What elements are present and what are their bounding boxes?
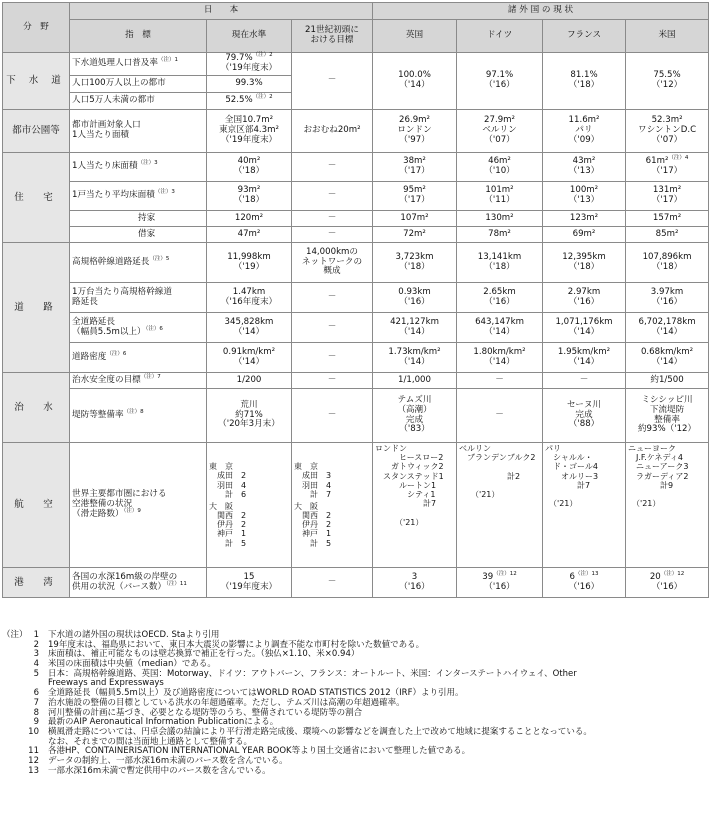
note-ref: （注）6 <box>145 325 163 332</box>
port-target: － <box>292 568 373 598</box>
flood-levee-de: － <box>457 389 543 443</box>
park-fr: 11.6m² パリ （'09） <box>543 110 626 153</box>
aviation-current <box>207 443 292 568</box>
housing-owned-fr: 123m² <box>543 211 626 227</box>
aviation-target-osaka: 大 阪 関西 2 伊丹 2 神戸 1 計 5 <box>294 501 332 548</box>
flood-safety-us: 約1/500 <box>626 373 709 389</box>
roads-per-vehicle-current: 1.47km （'16年度末） <box>207 283 292 313</box>
note-ref: （注）12 <box>493 570 517 577</box>
footnote: 12 データの制約上、一部水深16m未満のバース数を含んでいる。 <box>28 755 288 766</box>
infrastructure-comparison <box>2 2 708 598</box>
header-foreign: 諸 外 国 の 現 状 <box>373 3 709 20</box>
port-label: 各国の水深16m級の岸壁の 供用の状況（バース数）$^{(注)11}$ <box>70 568 207 598</box>
footnote: （注） 1 下水道の諸外国の現状はOECD. Staより引用 <box>2 630 220 640</box>
housing-row-1 <box>3 153 709 182</box>
park-target: おおむね20m² <box>292 110 373 153</box>
footnote: 2 19年度末は、福島県において、東日本大震災の影響により調査不能な市町村を除いた数値である。 <box>33 639 425 650</box>
aviation-fr: パリ シャルル・ ド・ゴール4 オルリー3 計7 （'21） <box>543 443 626 568</box>
roads-row-3 <box>3 313 709 343</box>
roads-per-vehicle-target: － <box>292 283 373 313</box>
port-us: $20^{(注)12}$ （'16） <box>626 568 709 598</box>
footnote: 7 治水施設の整備の目標としている洪水の年超過確率。ただし、テムズ川は高潮の年超過確率。 <box>33 697 405 708</box>
park-row <box>3 110 709 153</box>
roads-expressway-uk: 3,723km （'18） <box>373 243 457 283</box>
roads-expressway-target: 14,000kmの ネットワークの 概成 <box>292 243 373 283</box>
sewer-large-city-current: 99.3% <box>207 76 292 93</box>
sewer-rate-current: 79.7%$^{(注)2}$ （'19年度末） <box>207 53 292 76</box>
sewer-small-city-label: 人口5万人未満の都市 <box>70 93 207 110</box>
footnote: 13 一部水深16m未満で暫定供用中のバース数を含んでいる。 <box>28 765 271 776</box>
roads-density-label: 道路密度$^{(注)6}$ <box>70 343 207 373</box>
housing-owned-current: 120m² <box>207 211 292 227</box>
sewer-small-city-current: 52.5%$^{(注)2}$ <box>207 93 292 110</box>
roads-per-vehicle-label: 1万台当たり高規格幹線道 路延長 <box>70 283 207 313</box>
housing-rented-current: 47m² <box>207 227 292 243</box>
housing-per-unit-de: 101m² （'11） <box>457 182 543 211</box>
flood-levee-current: 荒川 約71% （'20年3月末） <box>207 389 292 443</box>
footnote: 5 日本：高規格幹線道路、英国：Motorway、ドイツ：アウトバーン、フランス：オートルート、米国：インターステートハイウェイ、Other Freeways and Expressways <box>33 668 577 689</box>
aviation-category: 航 空 <box>3 443 70 568</box>
note-ref: （注）2 <box>252 52 273 59</box>
header-indicator: 指 標 <box>70 20 207 53</box>
housing-rented-de: 78m² <box>457 227 543 243</box>
housing-owned-label: 持家 <box>70 211 207 227</box>
housing-per-person-us: 61m²$^{(注)4}$ （'17） <box>626 153 709 182</box>
sewer-target: － <box>292 53 373 110</box>
park-category: 都市公園等 <box>3 110 70 153</box>
roads-expressway-de: 13,141km （'18） <box>457 243 543 283</box>
flood-safety-current: 1/200 <box>207 373 292 389</box>
comparison-table <box>2 2 709 598</box>
note-ref: （注）11 <box>166 580 187 587</box>
note-ref: （注）13 <box>575 570 599 577</box>
housing-per-person-label: 1人当たり床面積$^{(注)3}$ <box>70 153 207 182</box>
roads-per-vehicle-us: 3.97km （'16） <box>626 283 709 313</box>
sewer-large-city-label: 人口100万人以上の都市 <box>70 76 207 93</box>
note-ref: （注）1 <box>157 57 178 64</box>
housing-rented-target: － <box>292 227 373 243</box>
note-ref: （注）2 <box>252 94 273 101</box>
note-ref: （注）5 <box>149 255 170 262</box>
footnote: 11 各港HP、CONTAINERISATION INTERNATIONAL YEAR BOOK等より国土交通省において整理した値である。 <box>28 746 471 757</box>
sewer-category: 下 水 道 <box>3 53 70 110</box>
housing-per-person-uk: 38m² （'17） <box>373 153 457 182</box>
roads-density-uk: 1.73km/km² （'14） <box>373 343 457 373</box>
sewer-row-1 <box>3 53 709 76</box>
roads-total-length-target: － <box>292 313 373 343</box>
flood-levee-us: ミシシッピ川 下流堤防 整備率 約93%（'12） <box>626 389 709 443</box>
housing-per-person-target: － <box>292 153 373 182</box>
note-ref: （注）3 <box>137 160 158 167</box>
footnote: 6 全道路延長（幅員5.5m以上）及び道路密度についてはWORLD ROAD STATISTICS 2012（IRF）より引用。 <box>33 688 464 699</box>
sewer-rate-label: 下水道処理人口普及率$^{(注)1}$ <box>70 53 207 76</box>
park-uk: 26.9m² ロンドン （'97） <box>373 110 457 153</box>
roads-total-length-fr: 1,071,176km （'14） <box>543 313 626 343</box>
port-current: 15 （'19年度末） <box>207 568 292 598</box>
aviation-de: ベルリン ブランデンブルク2 計2 （'21） <box>457 443 543 568</box>
housing-per-person-fr: 43m² （'13） <box>543 153 626 182</box>
header-row-1 <box>3 3 709 20</box>
roads-per-vehicle-de: 2.65km （'16） <box>457 283 543 313</box>
roads-total-length-uk: 421,127km （'14） <box>373 313 457 343</box>
footnote: 9 最新のAIP Aeronautical Information Publicationによる。 <box>33 717 279 728</box>
roads-row-2 <box>3 283 709 313</box>
flood-row-2 <box>3 389 709 443</box>
footnotes <box>2 631 708 776</box>
roads-density-current: 0.91km/km² （'14） <box>207 343 292 373</box>
roads-expressway-label: 高規格幹線道路延長$^{(注)5}$ <box>70 243 207 283</box>
flood-safety-uk: 1/1,000 <box>373 373 457 389</box>
flood-safety-target: － <box>292 373 373 389</box>
housing-row-4 <box>3 227 709 243</box>
flood-levee-label: 堤防等整備率$^{(注)8}$ <box>70 389 207 443</box>
flood-levee-uk: テムズ川 （高潮） 完成 （'83） <box>373 389 457 443</box>
roads-total-length-label: 全道路延長 （幅員5.5m以上）$^{(注)6}$ <box>70 313 207 343</box>
aviation-label: 世界主要都市圏における 空港整備の状況 （滑走路数）$^{(注)9}$ <box>70 443 207 568</box>
aviation-current-osaka: 大 阪 関西 2 伊丹 2 神戸 1 計 5 <box>209 501 247 548</box>
note-ref: （注）12 <box>660 570 685 577</box>
roads-expressway-fr: 12,395km （'18） <box>543 243 626 283</box>
aviation-current-tokyo: 東 京 成田 2 羽田 4 計 6 <box>209 462 247 499</box>
roads-per-vehicle-fr: 2.97km （'16） <box>543 283 626 313</box>
port-fr: $6^{(注)13}$ （'16） <box>543 568 626 598</box>
roads-row-1 <box>3 243 709 283</box>
housing-owned-us: 157m² <box>626 211 709 227</box>
footnote: 10 横風滑走路については、円卓会議の結論により平行滑走路完成後、環境への影響などを調査した上で改めて地域に提案することとなっている。 なお、それまでの間は当面地上通路として整備する。 <box>28 726 592 747</box>
housing-per-unit-label: 1戸当たり平均床面積$^{(注)3}$ <box>70 182 207 211</box>
aviation-target <box>292 443 373 568</box>
roads-total-length-de: 643,147km （'14） <box>457 313 543 343</box>
flood-category: 治 水 <box>3 373 70 443</box>
aviation-us: ニューヨーク J.F.ケネディ4 ニューアーク3 ラガーディア2 計9 （'21） <box>626 443 709 568</box>
sewer-de: 97.1% （'16） <box>457 53 543 110</box>
housing-per-person-current: 40m² （'18） <box>207 153 292 182</box>
roads-expressway-current: 11,998km （'19） <box>207 243 292 283</box>
aviation-uk: ロンドン ヒースロー2 ガトウィック2 スタンステッド1 ルートン1 シティ1 計7 （'21） <box>373 443 457 568</box>
housing-owned-target: － <box>292 211 373 227</box>
flood-safety-label: 治水安全度の目標$^{(注)7}$ <box>70 373 207 389</box>
housing-per-unit-fr: 100m² （'13） <box>543 182 626 211</box>
housing-rented-label: 借家 <box>70 227 207 243</box>
roads-density-fr: 1.95km/km² （'14） <box>543 343 626 373</box>
park-us: 52.3m² ワシントンD.C （'07） <box>626 110 709 153</box>
port-de: $39^{(注)12}$ （'16） <box>457 568 543 598</box>
roads-row-4 <box>3 343 709 373</box>
housing-row-3 <box>3 211 709 227</box>
housing-per-person-de: 46m² （'10） <box>457 153 543 182</box>
housing-per-unit-current: 93m² （'18） <box>207 182 292 211</box>
roads-expressway-us: 107,896km （'18） <box>626 243 709 283</box>
roads-density-us: 0.68km/km² （'14） <box>626 343 709 373</box>
note-ref: （注）8 <box>123 408 144 415</box>
aviation-row <box>3 443 709 568</box>
flood-safety-fr: － <box>543 373 626 389</box>
note-ref: （注）4 <box>668 155 689 162</box>
roads-density-de: 1.80km/km² （'14） <box>457 343 543 373</box>
port-category: 港 湾 <box>3 568 70 598</box>
port-row <box>3 568 709 598</box>
park-label: 都市計画対象人口 1人当たり面積 <box>70 110 207 153</box>
aviation-target-tokyo: 東 京 成田 3 羽田 4 計 7 <box>294 462 332 499</box>
roads-per-vehicle-uk: 0.93km （'16） <box>373 283 457 313</box>
housing-rented-fr: 69m² <box>543 227 626 243</box>
note-ref: （注）7 <box>140 373 161 380</box>
housing-rented-uk: 72m² <box>373 227 457 243</box>
note-ref: （注）9 <box>123 508 141 515</box>
header-us: 米国 <box>626 20 709 53</box>
header-row-2 <box>3 20 709 53</box>
header-germany: ドイツ <box>457 20 543 53</box>
flood-row-1 <box>3 373 709 389</box>
housing-owned-de: 130m² <box>457 211 543 227</box>
footnote-label: （注） <box>2 630 28 640</box>
roads-category: 道 路 <box>3 243 70 373</box>
header-japan: 日 本 <box>70 3 373 20</box>
flood-levee-fr: セーヌ川 完成 （'88） <box>543 389 626 443</box>
roads-total-length-us: 6,702,178km （'14） <box>626 313 709 343</box>
footnote: 4 米国の床面積は中央値（median）である。 <box>33 659 216 670</box>
housing-category: 住 宅 <box>3 153 70 243</box>
housing-per-unit-target: － <box>292 182 373 211</box>
park-de: 27.9m² ベルリン （'07） <box>457 110 543 153</box>
flood-levee-target: － <box>292 389 373 443</box>
port-uk: 3 （'16） <box>373 568 457 598</box>
header-target: 21世紀初頭に おける目標 <box>292 20 373 53</box>
park-current: 全国10.7m² 東京区部4.3m² （'19年度末） <box>207 110 292 153</box>
note-ref: （注）3 <box>154 189 175 196</box>
housing-owned-uk: 107m² <box>373 211 457 227</box>
housing-per-unit-uk: 95m² （'17） <box>373 182 457 211</box>
housing-row-2 <box>3 182 709 211</box>
housing-per-unit-us: 131m² （'17） <box>626 182 709 211</box>
housing-rented-us: 85m² <box>626 227 709 243</box>
footnote: 3 床面積は、補正可能なものは壁芯換算で補正を行った。（独仏×1.10、米×0.94） <box>33 649 360 660</box>
roads-total-length-current: 345,828km （'14） <box>207 313 292 343</box>
sewer-fr: 81.1% （'18） <box>543 53 626 110</box>
footnote: 8 河川整備の計画に基づき、必要となる堤防等のうち、整備されている堤防等の割合 <box>33 707 363 718</box>
header-domain: 分 野 <box>3 3 70 53</box>
sewer-uk: 100.0% （'14） <box>373 53 457 110</box>
sewer-us: 75.5% （'12） <box>626 53 709 110</box>
header-france: フランス <box>543 20 626 53</box>
note-ref: （注）6 <box>106 350 127 357</box>
flood-safety-de: － <box>457 373 543 389</box>
roads-density-target: － <box>292 343 373 373</box>
header-current: 現在水準 <box>207 20 292 53</box>
header-uk: 英国 <box>373 20 457 53</box>
